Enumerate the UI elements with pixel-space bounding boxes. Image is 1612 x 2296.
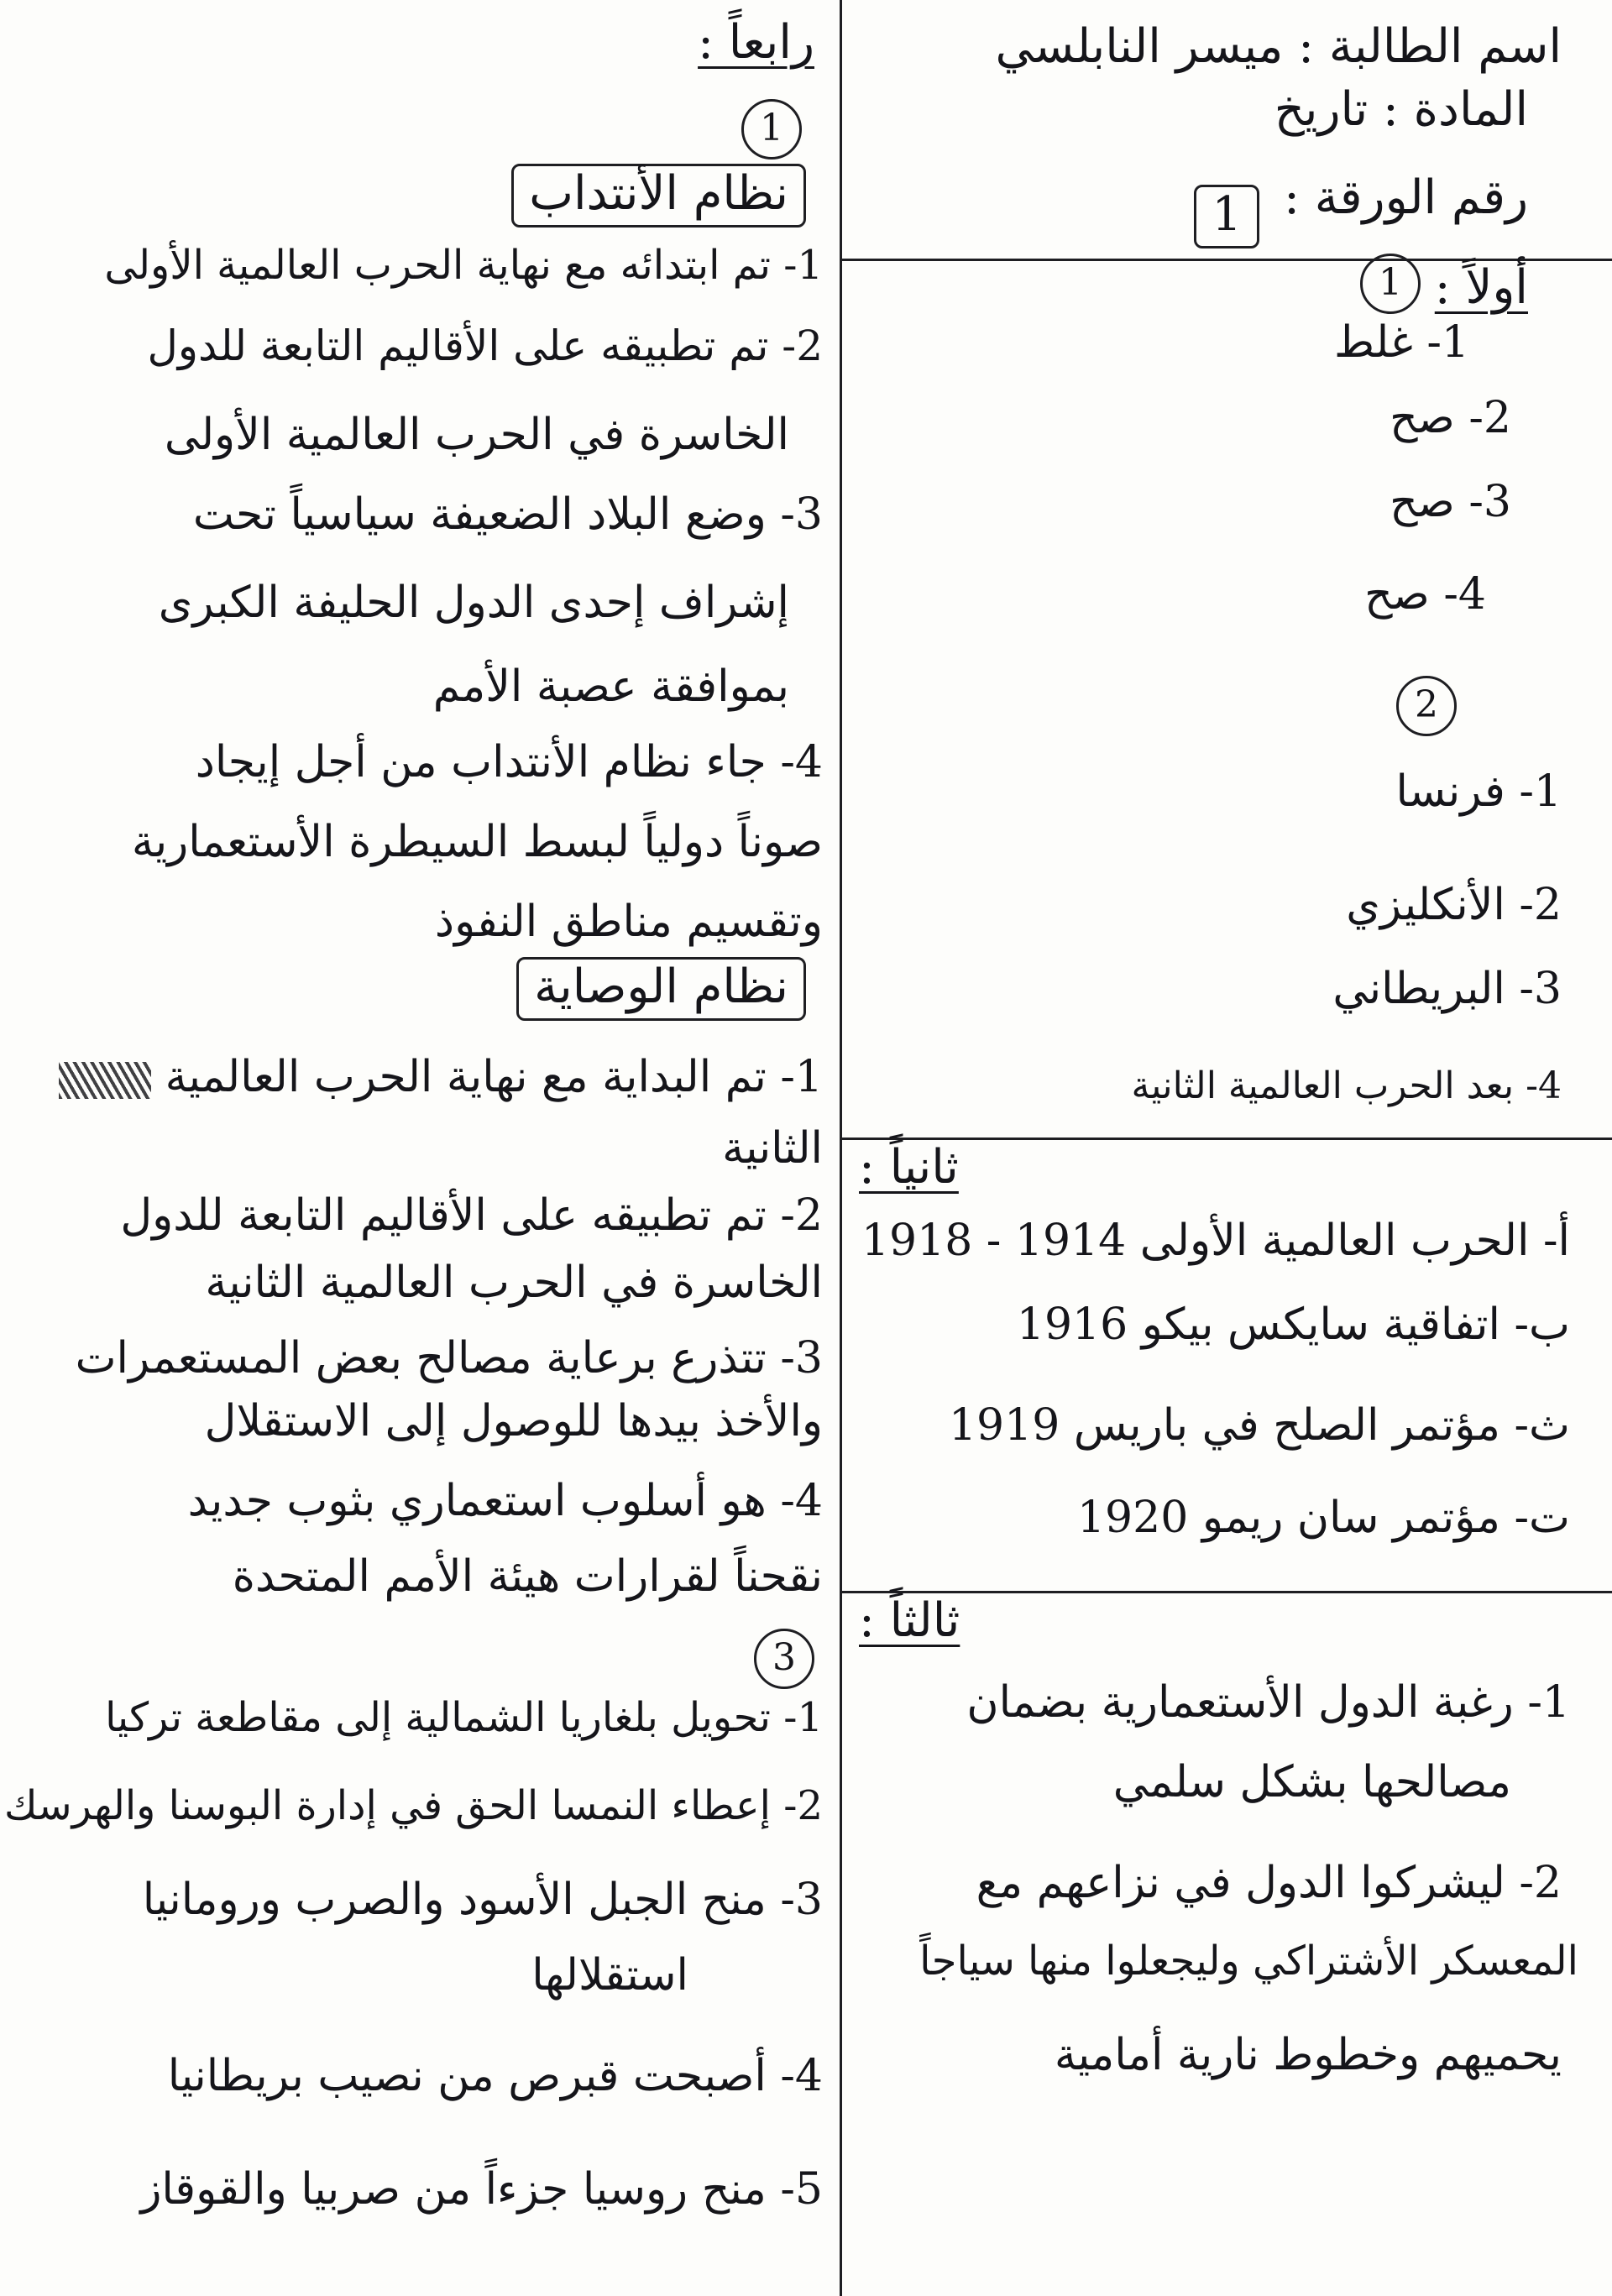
list-item: 4- جاء نظام الأنتداب من أجل إيجاد — [195, 737, 823, 787]
list-item: مصالحها بشكل سلمي — [1112, 1757, 1511, 1807]
trusteeship-title: نظام الوصاية — [516, 957, 806, 1021]
sheet-number: 1 — [1194, 185, 1259, 248]
list-item: 4- هو أسلوب استعماري بثوب جديد — [187, 1476, 823, 1526]
list-item: المعسكر الأشتراكي وليجعلوا منها سياجاً — [919, 1938, 1578, 1985]
section1-q1-number: 1 — [1360, 254, 1421, 314]
list-item: 2- ليشركوا الدول في نزاعهم مع — [976, 1858, 1562, 1908]
list-item: 2- تم تطبيقه على الأقاليم التابعة للدول — [147, 322, 823, 370]
list-item: 2- إعطاء النمسا الحق في إدارة البوسنا والهرسك — [3, 1782, 823, 1829]
section4-q1-number: 1 — [741, 99, 802, 160]
sheet-label: رقم الورقة : — [1284, 170, 1528, 225]
list-item: 2- تم تطبيقه على الأقاليم التابعة للدول — [120, 1190, 823, 1241]
list-item: صوناً دولياً لبسط السيطرة الأستعمارية — [131, 817, 823, 867]
list-item: ث- مؤتمر الصلح في باريس 1919 — [948, 1400, 1570, 1451]
list-item: 1- تم ابتدائه مع نهاية الحرب العالمية الأولى — [104, 242, 823, 289]
list-item: 4- أصبحت قبرص من نصيب بريطانيا — [167, 2051, 823, 2101]
list-item: 4- بعد الحرب العالمية الثانية — [1131, 1064, 1562, 1107]
list-item: 1- فرنسا — [1395, 766, 1562, 817]
list-item: يحميهم وخطوط نارية أمامية — [1054, 2030, 1562, 2080]
section4-title: رابعاً : — [698, 15, 814, 70]
list-item: 3- وضع البلاد الضعيفة سياسياً تحت — [192, 489, 823, 540]
section1-q2-number: 2 — [1396, 676, 1457, 736]
list-item: 1- تحويل بلغاريا الشمالية إلى مقاطعة تركيا — [105, 1694, 823, 1741]
list-item: 4- صح — [1364, 569, 1486, 620]
list-item: إشراف إحدى الدول الحليفة الكبرى — [158, 578, 789, 628]
list-item: نقحناً لقرارات هيئة الأمم المتحدة — [232, 1551, 823, 1602]
list-item: 2- صح — [1390, 393, 1511, 443]
list-item: والأخذ بيدها للوصول إلى الاستقلال — [204, 1396, 823, 1446]
list-item: 1- غلط — [1334, 317, 1469, 368]
mandate-title: نظام الأنتداب — [511, 164, 806, 228]
list-item: الخاسرة في الحرب العالمية الثانية — [205, 1258, 823, 1308]
list-item: 5- منح روسيا جزءاً من صربيا والقوقاز — [140, 2164, 823, 2215]
section3-title: ثالثاً : — [859, 1593, 960, 1648]
list-item: بموافقة عصبة الأمم — [432, 662, 789, 712]
list-item: 3- البريطاني — [1332, 964, 1562, 1014]
list-item: 1- رغبة الدول الأستعمارية بضمان — [966, 1677, 1570, 1728]
list-item: الثانية — [722, 1123, 823, 1174]
student-name: اسم الطالبة : ميسر النابلسي — [995, 19, 1562, 74]
list-item: الخاسرة في الحرب العالمية الأولى — [164, 410, 789, 460]
list-item: أ- الحرب العالمية الأولى 1914 - 1918 — [861, 1216, 1570, 1266]
list-item: 3- منح الجبل الأسود والصرب ورومانيا — [142, 1875, 823, 1925]
list-item: ب- اتفاقية سايكس بيكو 1916 — [1016, 1300, 1570, 1350]
right-column — [842, 0, 1612, 2296]
list-item: 3- صح — [1390, 477, 1511, 527]
subject: المادة : تاريخ — [1274, 82, 1528, 137]
list-item: استقلالها — [531, 1950, 688, 2001]
list-item: 2- الأنكليزي — [1346, 880, 1562, 930]
list-item: وتقسيم مناطق النفوذ — [434, 897, 823, 947]
list-item: ت- مؤتمر سان ريمو 1920 — [1076, 1493, 1570, 1543]
crossed-out-scribble — [59, 1062, 151, 1099]
list-item: 1- تم البداية مع نهاية الحرب العالمية — [59, 1054, 823, 1101]
section1-title: أولاً : — [1434, 260, 1528, 315]
section2-title: ثانياً : — [859, 1140, 959, 1195]
section4-q3-number: 3 — [754, 1629, 814, 1689]
list-item: 3- تتذرع برعاية مصالح بعض المستعمرات — [75, 1333, 823, 1383]
